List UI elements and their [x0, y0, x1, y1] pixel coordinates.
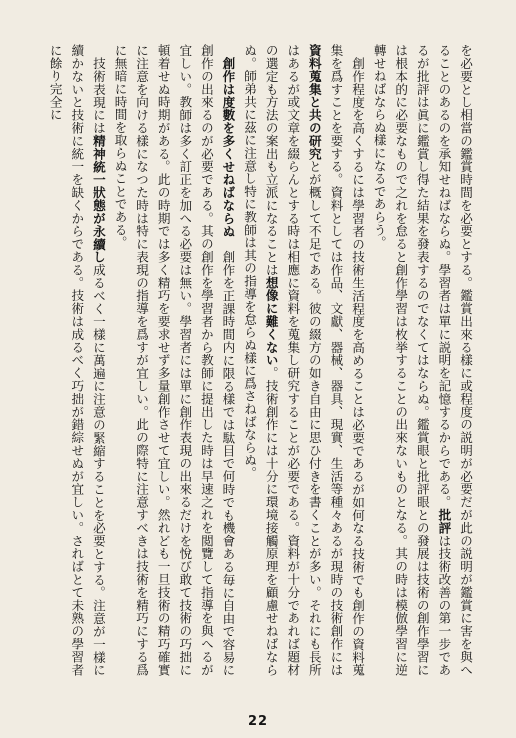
body-text: 。技術創作には十分に環境接觸原理を顧慮せねばならぬ。師弟共に茲に注意し特に教師は其の指導を怠らぬ樣に爲さねばならぬ。: [242, 44, 279, 676]
vertical-text-body: [36, 44, 476, 676]
body-text: 技術表現には: [90, 56, 106, 135]
body-text: は技術改善の第一步であるが批評は眞に鑑賞し得た結果を發表するのでなくてはならぬ。鑑賞眼と批評眼との發展は技術の創作學習には根本的に必要なもので之れを怠ると創作學習は枚挙することの出來ないものとなる。其の時は模倣學習に逆轉せねばならぬ樣になるであらう。: [371, 44, 452, 676]
paragraph: [238, 44, 368, 676]
emphasized-text: 想像に難くない: [263, 276, 279, 367]
body-text: 成るべく一樣に萬遍に注意の緊縮することを必要とする。注意が一樣に續かないと技術に統一を缺くからである。技術は成るべく巧拙が錯綜せぬが宜しい。さればとて未熟の學習者に餘り完全に: [47, 44, 106, 676]
page-number: 22: [247, 714, 269, 729]
body-text: 創作を正課時間内に限る樣では駄目で何時でも機會ある毎に自由で容易に創作の出來るのが必要である。其の創作を學習者から教師に提出した時は早速之れを閲覽して指導を與へるが宜しい。教師は多く訂正を加へる必要は無い。學習者には單に創作表現の出來るだけを悅び敢て技術の巧拙に頓着せぬ時期がある。此の時期では多く精巧を要求せず多量創作させて宜しい。然れども一旦技術の精巧確實に注意を向ける樣になつた時は特に表現の指導を爲すが宜しい。此の際特に注意すべきは技術を精巧にする爲に無暗に時間を取らぬことである。: [112, 44, 236, 676]
body-text: 創作程度を高くするには學習者の技術生活程度を高めることは必要であるが如何なる技術でも創作の資料蒐集を爲すことを要する。資料としては作品、文獻、器械、器具、現實、生活等種々あるが現時の技術創作には: [328, 44, 366, 676]
emphasized-text: 批評: [436, 508, 452, 535]
paragraph: [368, 44, 476, 676]
emphasized-text: 資料蒐集と共の研究: [306, 44, 322, 161]
emphasized-text: 精神統一狀態が永續し: [90, 134, 106, 264]
paragraph: [44, 44, 109, 676]
body-text: とが概して不足である。彼の綴方の如き自由に思ひ付きを書くことが多い。それにも長所はあるが或文章を綴らんとする時は相應に資料を蒐集し研究することが必要である。資料が十分であれば題材の選定も方法の案出も立派になることは: [263, 44, 322, 676]
body-text: を必要とし相當の鑑賞時間を必要とする。鑑賞出來る樣に或程度の説明が必要だが此の説明が鑑賞に害を與へることのあるのを承知せねばならぬ。學習者は單に説明を記憶するからである。: [436, 44, 473, 676]
paragraph: [109, 44, 239, 676]
emphasized-text: 創作は度數を多くせねばならぬ: [220, 56, 236, 238]
